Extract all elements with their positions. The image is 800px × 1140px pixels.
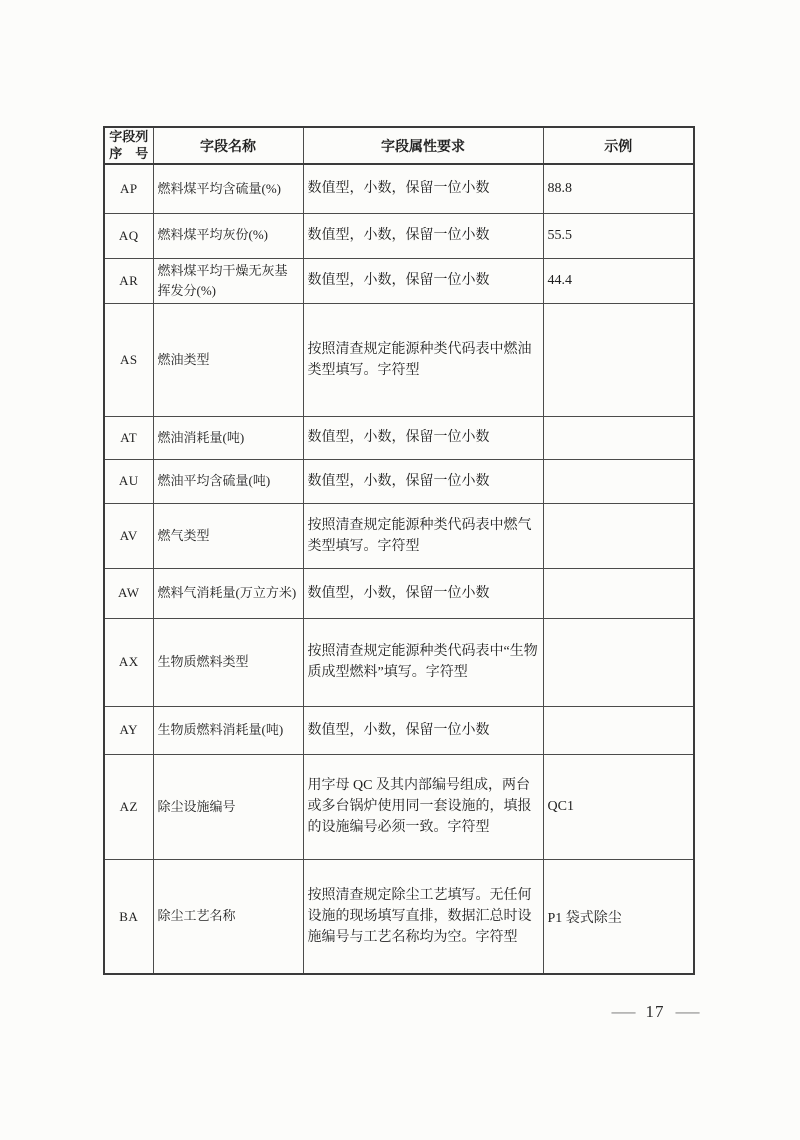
cell-code: AP xyxy=(104,164,153,213)
header-field-attribute-requirement: 字段属性要求 xyxy=(303,127,543,164)
table-row xyxy=(104,459,694,503)
cell-requirement: 数值型，小数，保留一位小数 xyxy=(303,164,543,213)
cell-name: 燃料煤平均干燥无灰基挥发分(%) xyxy=(153,258,303,303)
cell-example: 44.4 xyxy=(543,258,694,303)
cell-code: AW xyxy=(104,568,153,618)
header-example: 示例 xyxy=(543,127,694,164)
page-number-dash-left: — xyxy=(611,1002,635,1021)
cell-example: P1 袋式除尘 xyxy=(543,859,694,974)
cell-name: 燃气类型 xyxy=(153,503,303,568)
cell-requirement: 按照清查规定能源种类代码表中燃气类型填写。字符型 xyxy=(303,503,543,568)
cell-name: 燃油平均含硫量(吨) xyxy=(153,459,303,503)
cell-name: 燃料煤平均灰份(%) xyxy=(153,213,303,258)
cell-name: 燃料煤平均含硫量(%) xyxy=(153,164,303,213)
cell-name: 燃料气消耗量(万立方米) xyxy=(153,568,303,618)
page-number-value: 17 xyxy=(645,1002,665,1021)
cell-code: AU xyxy=(104,459,153,503)
cell-code: AX xyxy=(104,618,153,706)
table-row xyxy=(104,164,694,213)
cell-requirement: 数值型，小数，保留一位小数 xyxy=(303,459,543,503)
page-number xyxy=(600,1002,710,1022)
cell-example: QC1 xyxy=(543,754,694,859)
table-row xyxy=(104,568,694,618)
cell-code: AQ xyxy=(104,213,153,258)
cell-example xyxy=(543,568,694,618)
header-field-column-no-line1: 字段列 xyxy=(109,129,149,145)
cell-code: AY xyxy=(104,706,153,754)
cell-example xyxy=(543,459,694,503)
cell-requirement: 数值型，小数，保留一位小数 xyxy=(303,706,543,754)
table-row xyxy=(104,416,694,459)
cell-name: 生物质燃料类型 xyxy=(153,618,303,706)
cell-name: 燃油类型 xyxy=(153,303,303,416)
cell-requirement: 数值型，小数，保留一位小数 xyxy=(303,213,543,258)
cell-name: 除尘工艺名称 xyxy=(153,859,303,974)
cell-example xyxy=(543,416,694,459)
cell-code: AZ xyxy=(104,754,153,859)
cell-requirement: 按照清查规定除尘工艺填写。无任何设施的现场填写直排，数据汇总时设施编号与工艺名称均为空。字符型 xyxy=(303,859,543,974)
cell-example xyxy=(543,503,694,568)
table-header-row xyxy=(104,127,694,164)
header-field-column-no-line2: 序 号 xyxy=(109,145,149,161)
page-number-dash-right: — xyxy=(675,1002,699,1021)
cell-name: 燃油消耗量(吨) xyxy=(153,416,303,459)
cell-example xyxy=(543,618,694,706)
cell-code: AR xyxy=(104,258,153,303)
cell-code: AT xyxy=(104,416,153,459)
table-row xyxy=(104,258,694,303)
cell-requirement: 数值型，小数，保留一位小数 xyxy=(303,416,543,459)
table-row xyxy=(104,706,694,754)
cell-name: 除尘设施编号 xyxy=(153,754,303,859)
header-field-column-no xyxy=(104,127,153,164)
cell-code: BA xyxy=(104,859,153,974)
cell-code: AS xyxy=(104,303,153,416)
field-spec-table xyxy=(103,126,695,975)
table-row xyxy=(104,303,694,416)
cell-name: 生物质燃料消耗量(吨) xyxy=(153,706,303,754)
cell-requirement: 按照清查规定能源种类代码表中燃油类型填写。字符型 xyxy=(303,303,543,416)
table-row xyxy=(104,213,694,258)
cell-code: AV xyxy=(104,503,153,568)
table-body xyxy=(104,164,694,974)
header-field-name: 字段名称 xyxy=(153,127,303,164)
cell-requirement: 按照清查规定能源种类代码表中“生物质成型燃料”填写。字符型 xyxy=(303,618,543,706)
table-row xyxy=(104,754,694,859)
cell-requirement: 数值型，小数，保留一位小数 xyxy=(303,568,543,618)
cell-requirement: 用字母 QC 及其内部编号组成，两台或多台锅炉使用同一套设施的，填报的设施编号必须一致。字符型 xyxy=(303,754,543,859)
table-row xyxy=(104,859,694,974)
table-row xyxy=(104,503,694,568)
cell-example xyxy=(543,706,694,754)
cell-example: 55.5 xyxy=(543,213,694,258)
cell-requirement: 数值型，小数，保留一位小数 xyxy=(303,258,543,303)
cell-example: 88.8 xyxy=(543,164,694,213)
table-row xyxy=(104,618,694,706)
cell-example xyxy=(543,303,694,416)
